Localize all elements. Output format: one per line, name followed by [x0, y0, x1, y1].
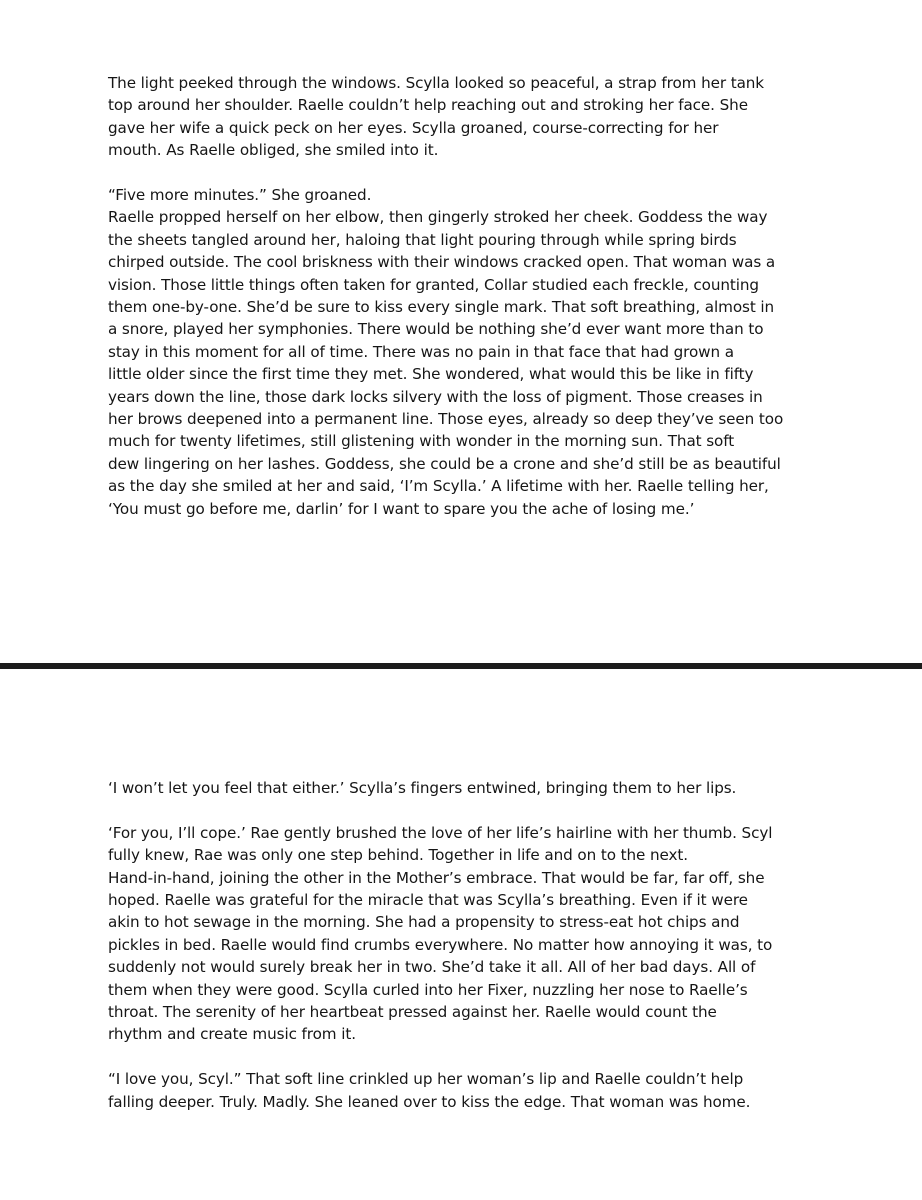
page-top-text	[108, 72, 818, 520]
paragraph: “I love you, Scyl.” That soft line crinkled up her woman’s lip and Raelle couldn’t help falling deeper. Truly. Madly. She leaned over to kiss the edge. That woman was home.	[108, 1070, 751, 1111]
paragraph: The light peeked through the windows. Scylla looked so peaceful, a strap from her tank top around her shoulder. Raelle couldn’t help reaching out and stroking her face. She gave her wife a quick peck on her eyes. Scylla groaned, course-correcting for her mouth. As Raelle obliged, she smiled into it.	[108, 74, 765, 160]
paragraph: ‘For you, I’ll cope.’ Rae gently brushed the love of her life’s hairline with her thumb. Scyl fully knew, Rae was only one step behind. Together in life and on to the next. Hand-in-hand, joining the other in the Mother’s embrace. That would be far, far off, she hoped. Raelle was grateful for the miracle that was Scylla’s breathing. Even if it were akin to hot sewage in the morning. She had a propensity to stress-eat hot chips and pickles in bed. Raelle would find crumbs everywhere. No matter how annoying it was, to suddenly not would surely break her in two. She’d take it all. All of her bad days. All of them when they were good. Scylla curled into her Fixer, nuzzling her nose to Raelle’s throat. The serenity of her heartbeat pressed against her. Raelle would count the rhythm and create music from it.	[108, 823, 773, 1044]
page-divider	[0, 663, 922, 669]
paragraph-gap	[108, 1046, 818, 1068]
page-bottom-text	[108, 777, 818, 1113]
paragraph-gap	[108, 162, 818, 184]
paragraph-gap	[108, 799, 818, 821]
paragraph: ‘I won’t let you feel that either.’ Scylla’s fingers entwined, bringing them to her lips.	[108, 779, 737, 797]
paragraph: “Five more minutes.” She groaned. Raelle propped herself on her elbow, then gingerly stroked her cheek. Goddess the way the sheets tangled around her, haloing that light pouring through while spring birds chirped outside. The cool briskness with their windows cracked open. That woman was a vision. Those little things often taken for granted, Collar studied each freckle, counting them one-by-one. She’d be sure to kiss every single mark. That soft breathing, almost in a snore, played her symphonies. There would be nothing she’d ever want more than to stay in this moment for all of time. There was no pain in that face that had grown a little older since the first time they met. She wondered, what would this be like in fifty years down the line, those dark locks silvery with the loss of pigment. Those creases in her brows deepened into a permanent line. Those eyes, already so deep they’ve seen too much for twenty lifetimes, still glistening with wonder in the morning sun. That soft dew lingering on her lashes. Goddess, she could be a crone and she’d still be as beautiful as the day she smiled at her and said, ‘I’m Scylla.’ A lifetime with her. Raelle telling her, ‘You must go before me, darlin’ for I want to spare you the ache of losing me.’	[108, 186, 784, 518]
